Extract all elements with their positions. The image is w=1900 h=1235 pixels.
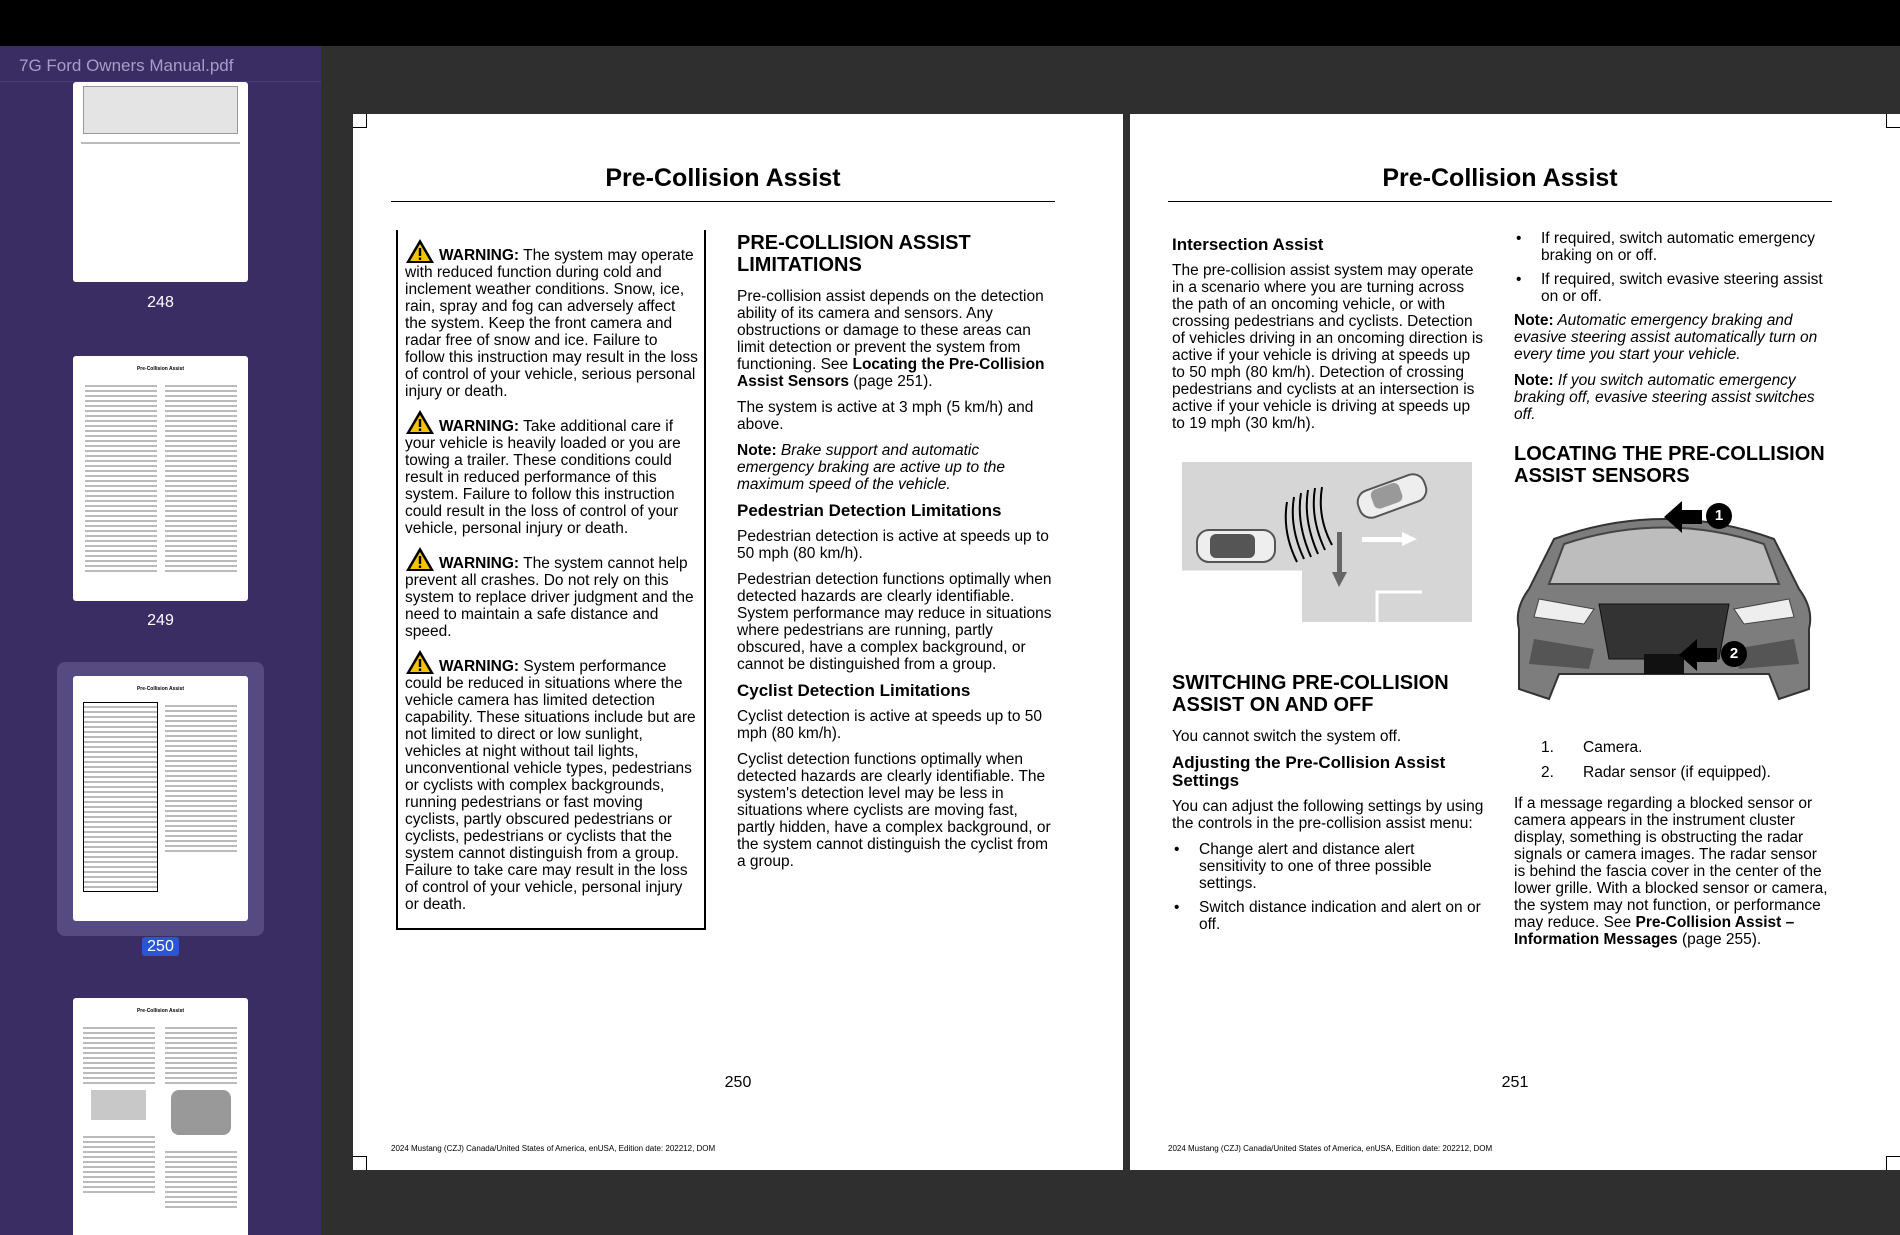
limitations-paragraph: Pre-collision assist depends on the detection ability of its camera and sensors. Any obstructions or damage to these areas can limit detection or prevent the system from functioning. See Locating the Pre-Collision Assist Sensors (page 251). bbox=[737, 288, 1045, 390]
thumbnail-sidebar[interactable] bbox=[0, 46, 321, 1235]
cross-reference-link[interactable]: Locating the Pre-Collision Assist Sensors bbox=[737, 356, 1045, 390]
active-speed-paragraph: The system is active at 3 mph (5 km/h) and above. bbox=[737, 399, 1034, 433]
note-paragraph: Note: If you switch automatic emergency braking off, evasive steering assist switches off. bbox=[1514, 372, 1815, 423]
cyclist-paragraph-2: Cyclist detection functions optimally when detected hazards are clearly identifiable. The system's detection level may be less in situations where cyclists are moving fast, partly hidden, have a complex background, or the system cannot distinguish the cyclist from a group. bbox=[737, 751, 1051, 870]
cyclist-paragraph-1: Cyclist detection is active at speeds up to 50 mph (80 km/h). bbox=[737, 708, 1042, 742]
warning-paragraph: WARNING: The system may operate with reduced function during cold and inclement weather conditions. Snow, ice, rain, spray and fog can adversely affect the system. Keep the front camera and radar free of snow and ice. Failure to follow this instruction may result in the loss of control of your vehicle, serious personal injury or death. bbox=[405, 238, 698, 400]
page-250 bbox=[353, 114, 1123, 1170]
list-item: • If required, switch automatic emergency braking on or off. bbox=[1514, 230, 1832, 264]
thumbnail-page-number: 248 bbox=[147, 294, 174, 311]
intersection-illustration bbox=[1182, 462, 1472, 622]
blocked-sensor-paragraph: If a message regarding a blocked sensor or camera appears in the instrument cluster display, something is obstructing the radar signals or camera images. The radar sensor is behind the fascia cover in the center of the lower grille. With a blocked sensor or camera, the system may not function, or performance may reduce. See Pre-Collision Assist – Information Messages (page 255). bbox=[1514, 795, 1828, 948]
warning-box bbox=[396, 230, 706, 930]
thumbnail-page-249[interactable] bbox=[57, 348, 264, 629]
warning-paragraph: WARNING: Take additional care if your vehicle is heavily loaded or you are towing a trailer. These conditions could result in reduced performance of this system. Failure to follow this instruction could result in the loss of control of your vehicle, personal injury or death. bbox=[405, 409, 698, 537]
page-251 bbox=[1130, 114, 1900, 1170]
page-footer: 2024 Mustang (CZJ) Canada/United States of America, enUSA, Edition date: 202212, DOM bbox=[1168, 1144, 1493, 1153]
legend-item: 2. Radar sensor (if equipped). bbox=[1541, 764, 1771, 781]
callout-2: 2 bbox=[1721, 641, 1747, 667]
legend-item: 1. Camera. bbox=[1541, 739, 1643, 756]
thumbnail-page-248[interactable] bbox=[57, 82, 264, 322]
intersection-paragraph: The pre-collision assist system may operate in a scenario where you are turning across the path of an oncoming vehicle, or with crossing pedestrians and cyclists. Detection of vehicles driving in an oncoming direction is active if your vehicle is driving at speeds up to 50 mph (80 km/h). Detection of crossing pedestrians and cyclists at an intersection is active if your vehicle is driving at speeds up to 19 mph (30 km/h). bbox=[1172, 262, 1484, 432]
warning-triangle-icon bbox=[405, 238, 435, 264]
list-item: • Change alert and distance alert sensitivity to one of three possible settings. bbox=[1172, 841, 1484, 892]
list-item: • Switch distance indication and alert on or off. bbox=[1172, 899, 1484, 933]
pedestrian-paragraph-2: Pedestrian detection functions optimally when detected hazards are clearly identifiable. System performance may reduce in situations where pedestrians are running, partly obscured, have a complex background, or cannot be distinguished from a group. bbox=[737, 571, 1052, 673]
thumbnail-page-251[interactable] bbox=[57, 986, 264, 1235]
cyclist-heading: Cyclist Detection Limitations bbox=[737, 681, 971, 700]
thumbnail-image: Pre-Collision Assist bbox=[73, 676, 248, 921]
warning-triangle-icon bbox=[405, 409, 435, 435]
adjusting-heading: Adjusting the Pre-Collision Assist Settings bbox=[1172, 753, 1446, 790]
locating-heading: LOCATING THE PRE-COLLISION ASSIST SENSORS bbox=[1514, 443, 1825, 487]
vehicle-sensors-illustration bbox=[1514, 499, 1814, 709]
page-number: 251 bbox=[1501, 1074, 1529, 1091]
page-title: Pre-Collision Assist bbox=[391, 164, 1055, 202]
page-footer: 2024 Mustang (CZJ) Canada/United States of America, enUSA, Edition date: 202212, DOM bbox=[391, 1144, 716, 1153]
document-viewer[interactable] bbox=[321, 46, 1900, 1235]
list-item: • If required, switch evasive steering assist on or off. bbox=[1514, 271, 1832, 305]
warning-triangle-icon bbox=[405, 546, 435, 572]
limitations-heading: PRE-COLLISION ASSIST LIMITATIONS bbox=[737, 232, 971, 276]
warning-paragraph: WARNING: System performance could be reduced in situations where the vehicle camera has limited detection capability. These situations include but are not limited to direct or low sunlight, vehicles at night without tail lights, unconventional vehicle types, pedestrians or cyclists with complex backgrounds, running pedestrians or fast moving cyclists, partly obscured pedestrians or cyclists, pedestrians or cyclists that the system cannot distinguish from a group. Failure to take care may result in the loss of control of your vehicle, personal injury or death. bbox=[405, 649, 698, 913]
thumbnail-image: Pre-Collision Assist bbox=[73, 356, 248, 601]
adjusting-paragraph: You can adjust the following settings by using the controls in the pre-collision assist menu: bbox=[1172, 798, 1484, 832]
warning-paragraph: WARNING: The system cannot help prevent all crashes. Do not rely on this system to replace driver judgment and the need to maintain a safe distance and speed. bbox=[405, 546, 698, 640]
switching-heading: SWITCHING PRE-COLLISION ASSIST ON AND OFF bbox=[1172, 672, 1449, 716]
right-page-column-2 bbox=[1514, 230, 1832, 957]
thumbnail-page-number: 249 bbox=[147, 612, 174, 629]
switching-paragraph: You cannot switch the system off. bbox=[1172, 728, 1402, 745]
callout-1: 1 bbox=[1706, 503, 1732, 529]
sensor-legend bbox=[1514, 739, 1832, 781]
thumbnail-page-number: 250 bbox=[57, 938, 264, 956]
pedestrian-paragraph-1: Pedestrian detection is active at speeds up to 50 mph (80 km/h). bbox=[737, 528, 1049, 562]
page-number: 250 bbox=[724, 1074, 752, 1091]
note-paragraph: Note: Brake support and automatic emergency braking are active up to the maximum speed of the vehicle. bbox=[737, 442, 1005, 493]
settings-list-continued bbox=[1514, 230, 1832, 305]
right-page-column-1 bbox=[1172, 230, 1484, 940]
page-title: Pre-Collision Assist bbox=[1168, 164, 1832, 202]
warning-triangle-icon bbox=[405, 649, 435, 675]
note-paragraph: Note: Automatic emergency braking and evasive steering assist automatically turn on every time you start your vehicle. bbox=[1514, 312, 1818, 363]
window-top-bar bbox=[0, 0, 1900, 46]
settings-list bbox=[1172, 841, 1484, 933]
thumbnail-image: Pre-Collision Assist bbox=[73, 998, 248, 1235]
left-page-column-2 bbox=[737, 232, 1053, 879]
document-filename: 7G Ford Owners Manual.pdf bbox=[0, 46, 321, 82]
pedestrian-heading: Pedestrian Detection Limitations bbox=[737, 501, 1002, 520]
thumbnail-image bbox=[73, 82, 248, 282]
thumbnail-page-250[interactable] bbox=[57, 662, 264, 955]
intersection-heading: Intersection Assist bbox=[1172, 235, 1324, 254]
cross-reference-link[interactable]: Pre-Collision Assist – Information Messages bbox=[1514, 914, 1795, 948]
